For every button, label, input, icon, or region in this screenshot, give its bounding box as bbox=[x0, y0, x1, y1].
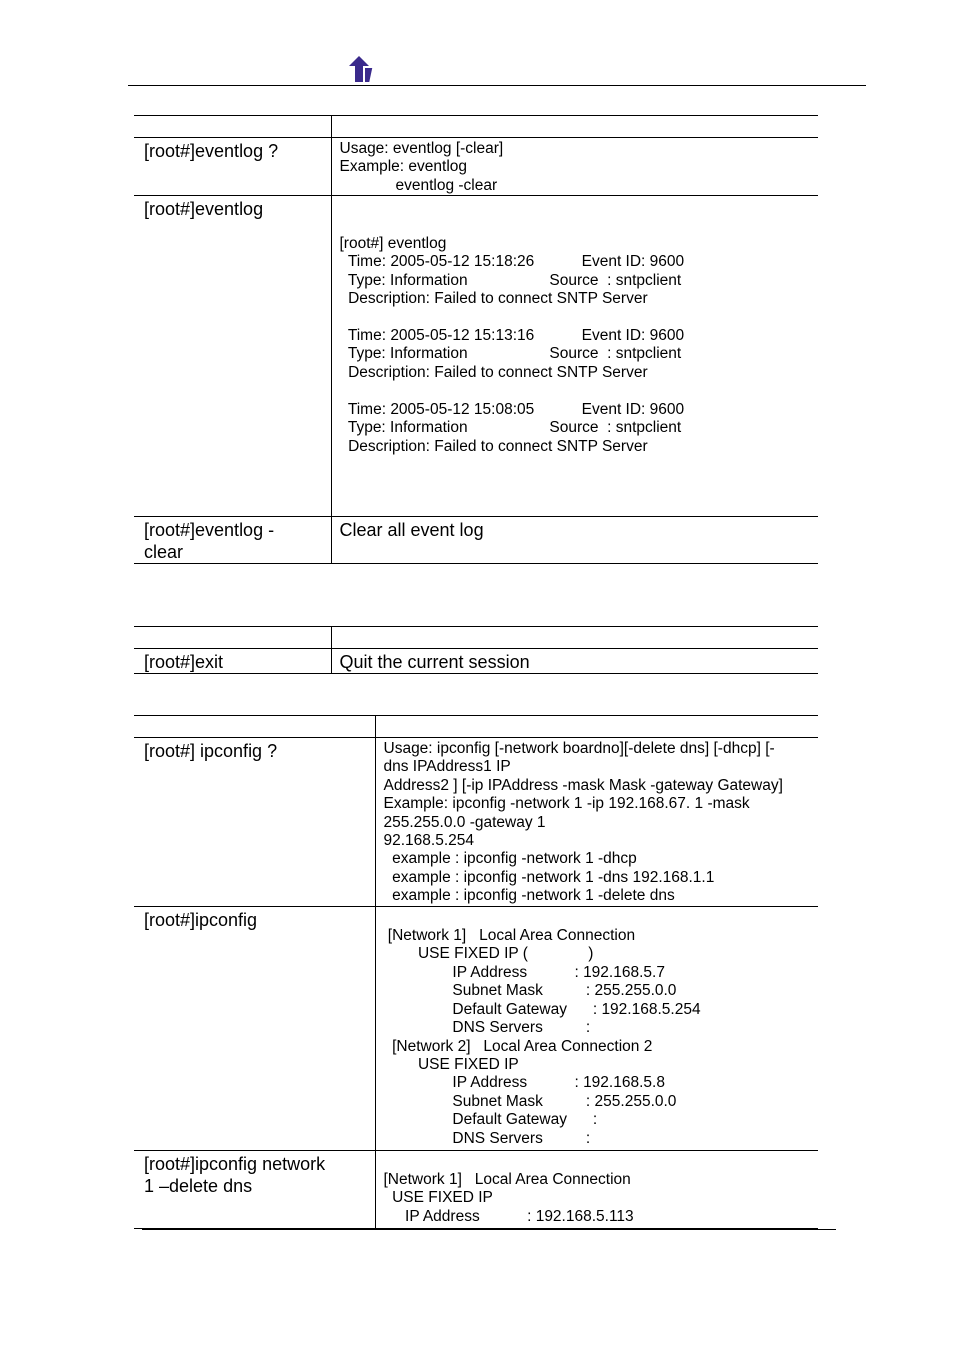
output-cell: [root#] eventlog Time: 2005-05-12 15:18:26 Event ID: 9600 Type: Information Source : sntpclient Description: Failed to connect SNTP Server Time: 2005-05-12 15:13:16 Event ID: 9600 Type: Information Source : sntpclient Description: Failed to connect SNTP Server Time: 2005-05-12 15:08:05 Event ID: 9600 Type: Information Source : sntpclient Description: Failed to connect SNTP Server bbox=[331, 196, 818, 517]
command-cell: [root#]eventlog - clear bbox=[134, 517, 331, 564]
eventlog-table bbox=[134, 115, 818, 564]
company-logo bbox=[348, 55, 380, 83]
table-row bbox=[134, 738, 818, 907]
output-cell: Clear all event log bbox=[331, 517, 818, 564]
header-rule bbox=[128, 85, 866, 86]
table-row bbox=[134, 138, 818, 196]
output-cell: [Network 1] Local Area Connection USE FIXED IP ( ) IP Address : 192.168.5.7 Subnet Mask : 255.255.0.0 Default Gateway : 192.168.5.254 DNS Servers : [Network 2] Local Area Connection 2 USE FIXED IP IP Address : 192.168.5.8 Subnet Mask : 255.255.0.0 Default Gateway : DNS Servers : bbox=[375, 906, 818, 1150]
table-row bbox=[134, 1150, 818, 1228]
output-cell: Usage: eventlog [-clear] Example: eventlog eventlog -clear bbox=[331, 138, 818, 196]
output-cell: Quit the current session bbox=[331, 649, 818, 674]
command-cell: [root#]eventlog ? bbox=[134, 138, 331, 196]
command-cell: [root#]exit bbox=[134, 649, 331, 674]
exit-table bbox=[134, 626, 818, 674]
footer-rule bbox=[142, 1229, 836, 1230]
command-cell: [root#]ipconfig network 1 –delete dns bbox=[134, 1150, 375, 1228]
table-row bbox=[134, 649, 818, 674]
table-header-row bbox=[134, 627, 818, 649]
ipconfig-table bbox=[134, 715, 818, 1229]
table-header-row bbox=[134, 116, 818, 138]
table-row bbox=[134, 517, 818, 564]
table-row bbox=[134, 906, 818, 1150]
output-cell: Usage: ipconfig [-network boardno][-delete dns] [-dhcp] [- dns IPAddress1 IP Address2 ] [-ip IPAddress -mask Mask -gateway Gateway] Example: ipconfig -network 1 -ip 192.168.67. 1 -mask 255.255.0.0 -gateway 1 92.168.5.254 example : ipconfig -network 1 -dhcp example : ipconfig -network 1 -dns 192.168.1.1 example : ipconfig -network 1 -delete dns bbox=[375, 738, 818, 907]
command-cell: [root#]eventlog bbox=[134, 196, 331, 517]
table-header-row bbox=[134, 716, 818, 738]
command-cell: [root#]ipconfig bbox=[134, 906, 375, 1150]
table-row bbox=[134, 196, 818, 517]
command-cell: [root#] ipconfig ? bbox=[134, 738, 375, 907]
output-cell: [Network 1] Local Area Connection USE FIXED IP IP Address : 192.168.5.113 bbox=[375, 1150, 818, 1228]
